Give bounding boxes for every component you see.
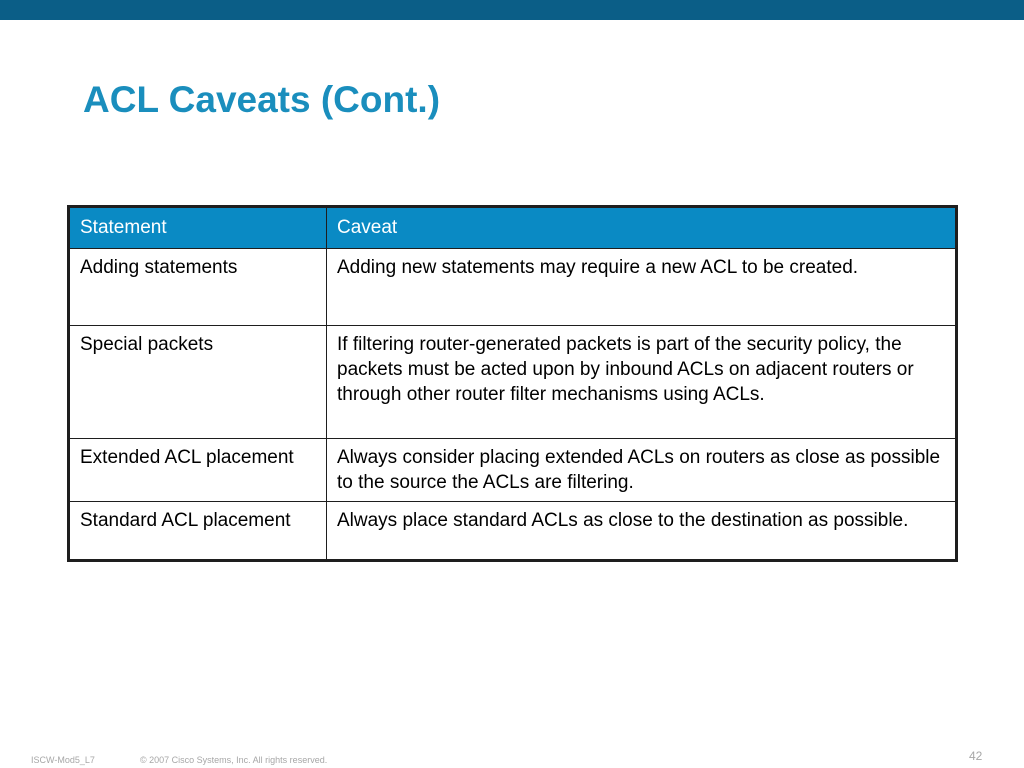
caveat-column-header: Caveat: [327, 207, 957, 249]
table-row: [69, 439, 957, 502]
page-number: 42: [969, 749, 983, 763]
table-row: [69, 249, 957, 326]
acl-caveats-table: [67, 205, 958, 562]
table-row: [69, 326, 957, 439]
caveat-cell: Always consider placing extended ACLs on routers as close as possible to the source the ACLs are filtering.: [327, 439, 957, 502]
caveat-cell: Adding new statements may require a new ACL to be created.: [327, 249, 957, 326]
slide-title: ACL Caveats (Cont.): [83, 79, 441, 120]
caveat-cell: If filtering router-generated packets is part of the security policy, the packets must be acted upon by inbound ACLs on adjacent routers or through other router filter mechanisms using ACLs.: [327, 326, 957, 439]
table-header-row: [69, 207, 957, 249]
statement-cell: Standard ACL placement: [69, 502, 327, 561]
caveat-cell: Always place standard ACLs as close to the destination as possible.: [327, 502, 957, 561]
footer-copyright: © 2007 Cisco Systems, Inc. All rights reserved.: [140, 755, 328, 765]
footer-course-code: ISCW-Mod5_L7: [31, 755, 95, 765]
statement-column-header: Statement: [69, 207, 327, 249]
statement-cell: Adding statements: [69, 249, 327, 326]
statement-cell: Special packets: [69, 326, 327, 439]
statement-cell: Extended ACL placement: [69, 439, 327, 502]
table-row: [69, 502, 957, 561]
top-accent-bar: [0, 0, 1024, 20]
